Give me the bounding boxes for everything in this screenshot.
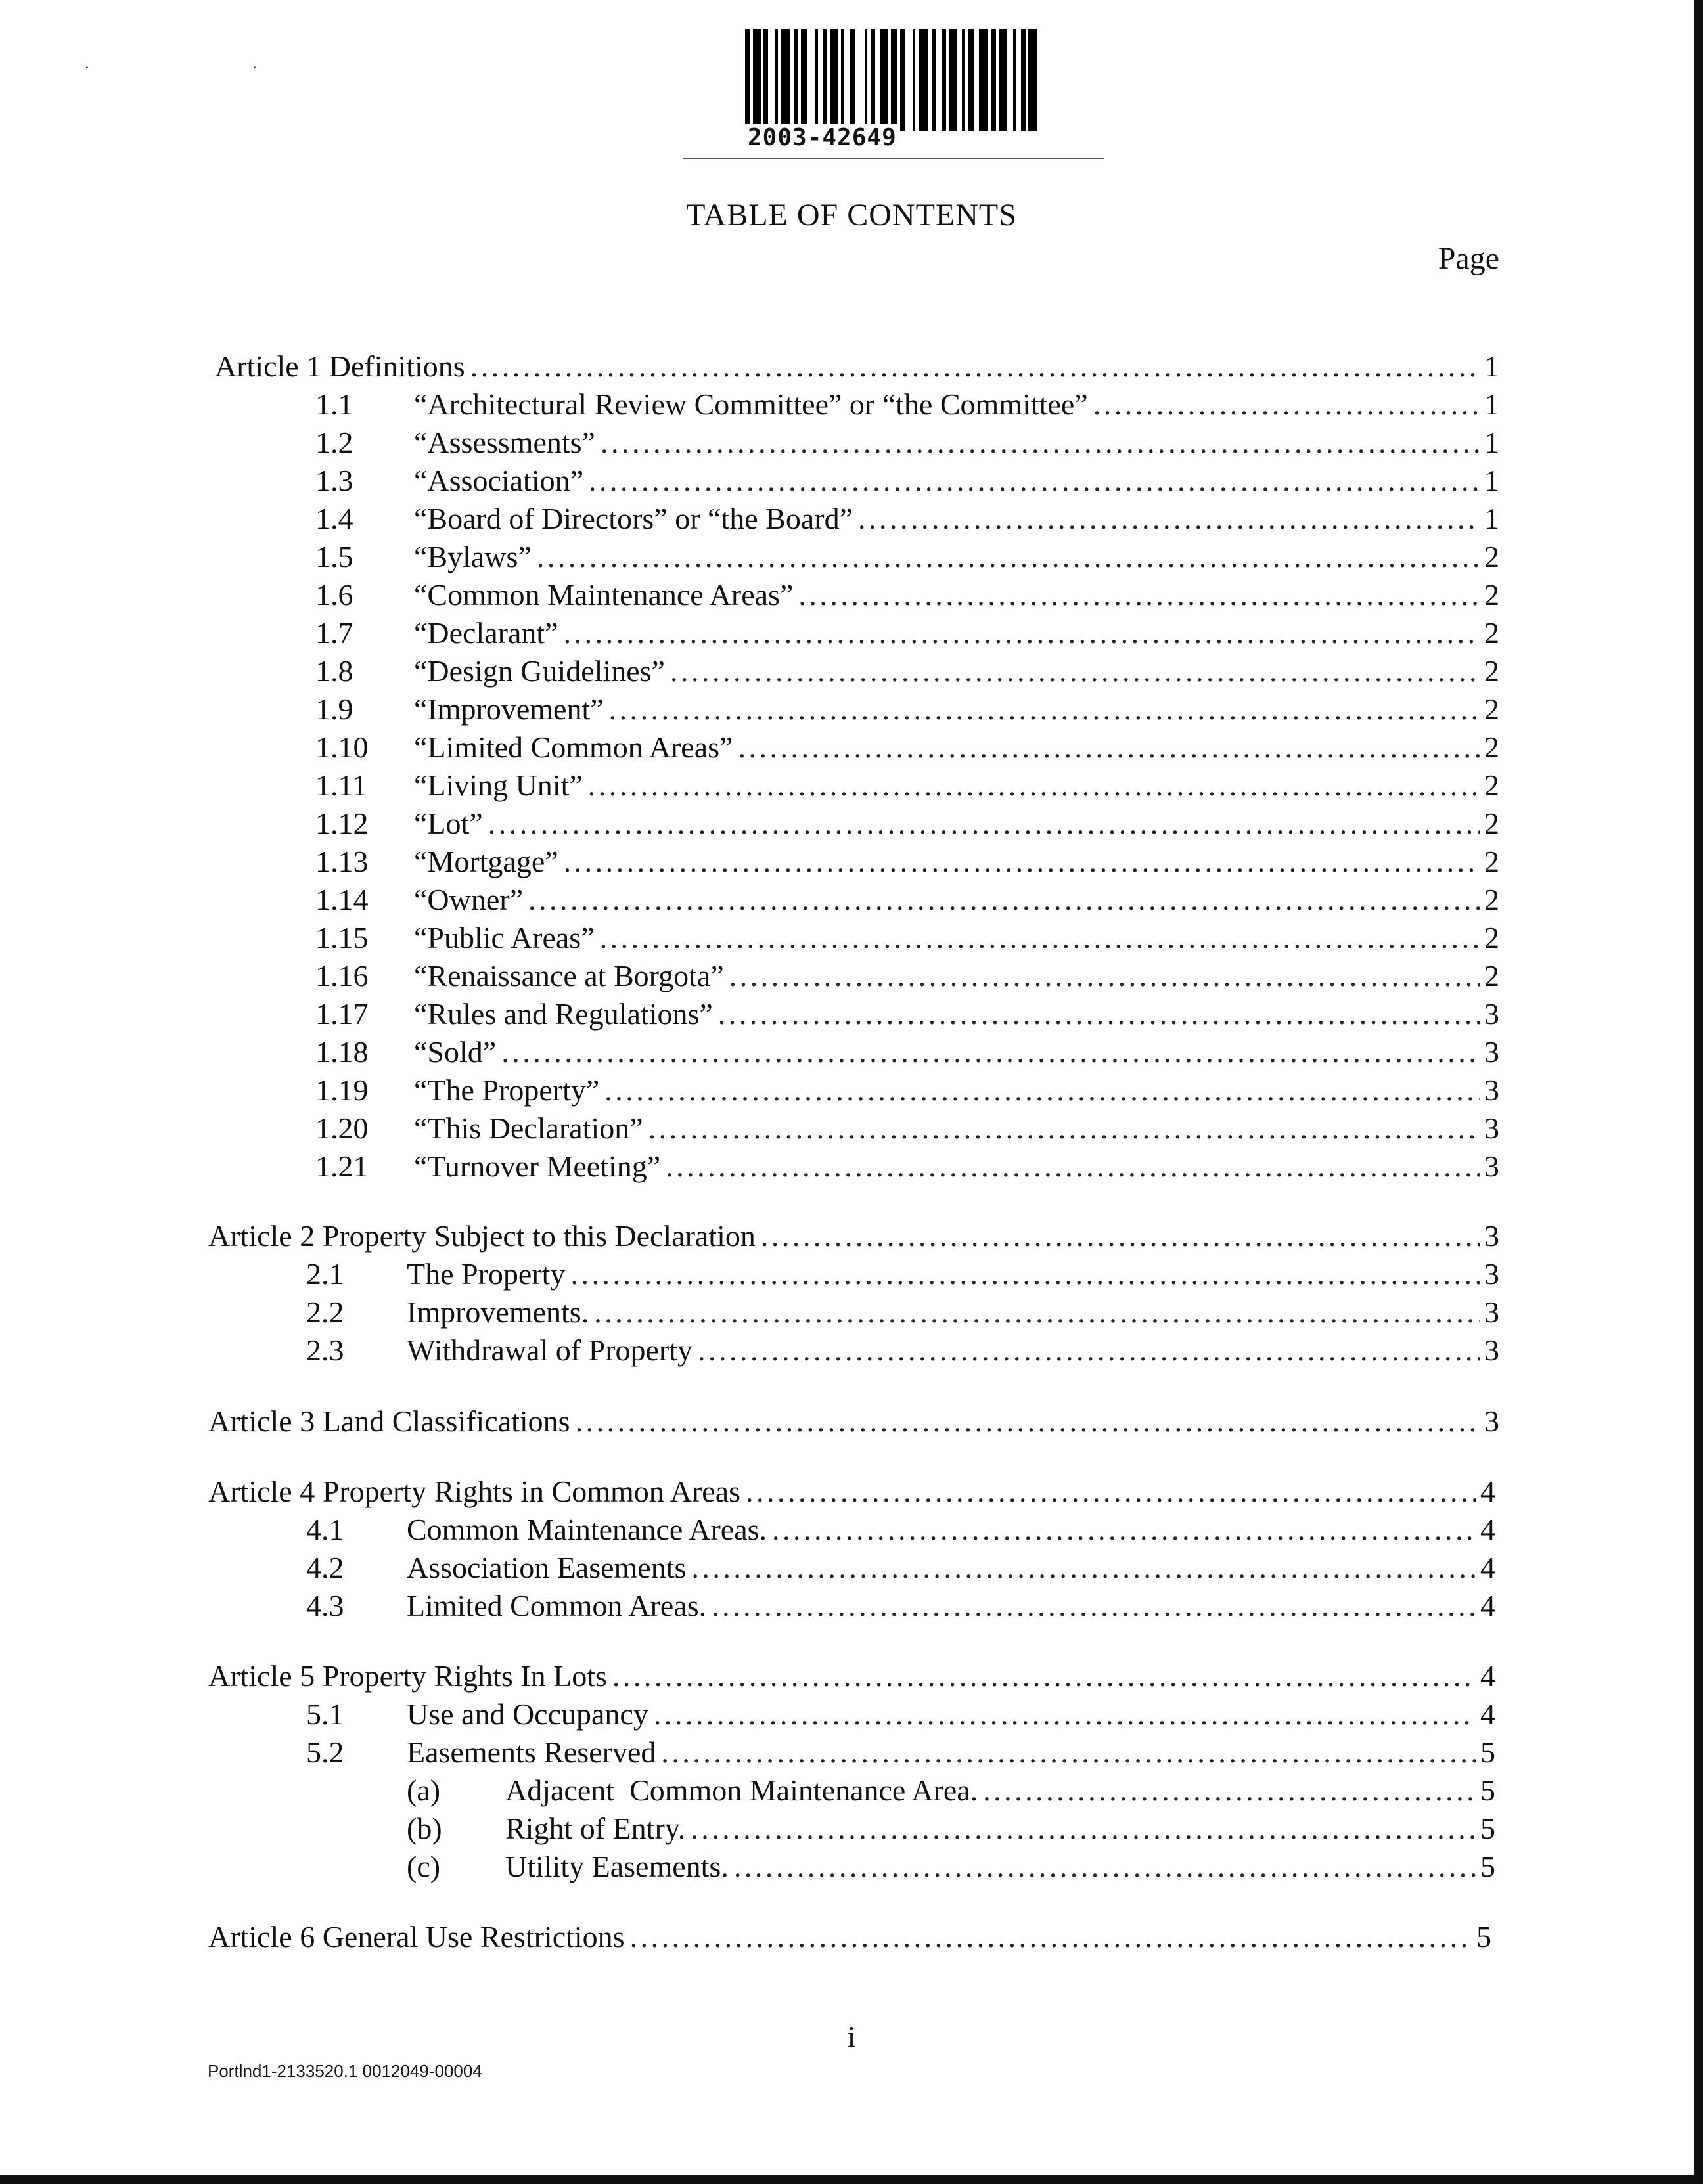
toc-page-number: 1 [1484, 349, 1499, 383]
scan-specks: ˙ ˙ [84, 63, 336, 82]
toc-page-number: 5 [1476, 1920, 1491, 1953]
toc-leader [654, 1695, 1476, 1733]
barcode-bar [753, 29, 761, 131]
toc-subsection-5-2-b[interactable] [407, 1810, 1495, 1848]
toc-section-title: “This Declaration” [414, 1111, 643, 1145]
toc-section-1-7[interactable] [315, 614, 1499, 652]
toc-section-4-1[interactable] [306, 1511, 1495, 1549]
toc-page-number: 3 [1484, 1295, 1499, 1329]
toc-page-number: 3 [1484, 1219, 1499, 1253]
toc-section-4-2[interactable] [306, 1549, 1495, 1587]
toc-section-number: 1.14 [315, 883, 369, 916]
toc-leader [576, 1402, 1480, 1440]
toc-page-number: 1 [1484, 426, 1499, 459]
toc-page-number: 1 [1484, 502, 1499, 535]
barcode-space [807, 29, 815, 131]
toc-article-label: Article 4 Property Rights in Common Areas [208, 1475, 741, 1508]
barcode-space [1007, 29, 1012, 131]
toc-page-number: 4 [1480, 1551, 1495, 1584]
barcode-underline [683, 158, 1104, 159]
toc-section-5-2[interactable] [306, 1733, 1495, 1772]
toc-leader [729, 957, 1480, 995]
toc-leader [670, 652, 1480, 690]
barcode-bar [830, 29, 838, 131]
toc-leader [588, 767, 1480, 805]
toc-article-4[interactable] [208, 1473, 1495, 1511]
toc-section-number: 1.6 [315, 578, 353, 612]
toc-section-1-12[interactable] [315, 805, 1499, 843]
toc-section-number: 1.9 [315, 692, 353, 726]
barcode-space [790, 29, 794, 131]
toc-page-number: 3 [1484, 1073, 1499, 1107]
toc-section-title: “Common Maintenance Areas” [414, 578, 794, 612]
toc-page-number: 3 [1484, 1333, 1499, 1367]
toc-article-label: Article 3 Land Classifications [208, 1404, 570, 1438]
toc-page-number: 3 [1484, 1257, 1499, 1291]
barcode-bar [850, 29, 855, 131]
toc-page-number: 4 [1480, 1475, 1495, 1508]
toc-page-number: 3 [1484, 1035, 1499, 1069]
toc-page-number: 5 [1480, 1812, 1495, 1845]
barcode-bar [949, 29, 957, 131]
toc-leader [612, 1657, 1476, 1695]
toc-section-title: Improvements. [407, 1295, 589, 1329]
toc-leader [601, 424, 1480, 462]
toc-section-title: “Architectural Review Committee” or “the Committee” [414, 388, 1088, 421]
toc-section-1-4[interactable] [315, 500, 1499, 538]
toc-subsection-letter: (c) [407, 1850, 441, 1883]
toc-section-number: 2.3 [306, 1333, 344, 1367]
toc-section-1-3[interactable] [315, 462, 1499, 500]
toc-section-title: “Limited Common Areas” [414, 730, 733, 764]
toc-section-number: 1.12 [315, 807, 369, 840]
toc-section-1-14[interactable] [315, 881, 1499, 919]
toc-article-5[interactable] [208, 1657, 1495, 1695]
toc-section-title: “Owner” [414, 883, 524, 916]
barcode-space [936, 29, 942, 131]
toc-page-number: 3 [1484, 997, 1499, 1031]
toc-section-2-1[interactable] [306, 1255, 1499, 1293]
toc-leader [858, 500, 1480, 538]
toc-page-number: 2 [1484, 654, 1499, 688]
toc-article-label: Article 6 General Use Restrictions [208, 1920, 625, 1953]
toc-section-title: “Turnover Meeting” [414, 1149, 661, 1183]
toc-section-number: 5.1 [306, 1697, 344, 1731]
toc-page-number: 2 [1484, 540, 1499, 573]
toc-section-1-2[interactable] [315, 424, 1499, 462]
barcode-bar [900, 29, 905, 131]
toc-section-title: “Lot” [414, 807, 483, 840]
barcode-space [974, 29, 979, 131]
toc-section-title: “Mortgage” [414, 845, 558, 878]
toc-section-1-13[interactable] [315, 843, 1499, 881]
toc-section-title: “Declarant” [414, 616, 558, 650]
toc-section-title: Use and Occupancy [407, 1697, 648, 1731]
toc-page-number: 1 [1484, 464, 1499, 497]
toc-section-title: Withdrawal of Property [407, 1333, 693, 1367]
toc-section-number: 1.1 [315, 388, 353, 421]
toc-section-number: 1.5 [315, 540, 353, 573]
toc-section-1-20[interactable] [315, 1109, 1499, 1148]
toc-section-number: 1.20 [315, 1111, 369, 1145]
barcode-space [957, 29, 962, 131]
toc-leader [537, 538, 1480, 576]
toc-section-1-10[interactable] [315, 728, 1499, 767]
barcode-bar [1021, 29, 1026, 131]
toc-section-4-3[interactable] [306, 1587, 1495, 1625]
toc-page-number: 3 [1484, 1149, 1499, 1183]
toc-section-number: 1.7 [315, 616, 353, 650]
toc-section-title: Easements Reserved [407, 1735, 656, 1769]
toc-section-1-6[interactable] [315, 576, 1499, 614]
toc-section-number: 4.3 [306, 1589, 344, 1622]
toc-section-number: 2.1 [306, 1257, 344, 1291]
toc-leader [691, 1810, 1476, 1848]
toc-section-title: “Improvement” [414, 692, 604, 726]
barcode-bar [745, 29, 750, 131]
barcode [745, 29, 1041, 151]
barcode-space [1037, 29, 1041, 131]
toc-leader [609, 690, 1480, 728]
barcode-bar [968, 29, 974, 131]
toc-page-number: 2 [1484, 959, 1499, 992]
toc-section-title: “Living Unit” [414, 769, 583, 802]
barcode-bar [891, 29, 897, 131]
toc-section-number: 1.15 [315, 921, 369, 954]
footer-document-id: Portlnd1-2133520.1 0012049-00004 [208, 2061, 482, 2081]
toc-article-label: Article 5 Property Rights In Lots [208, 1659, 607, 1693]
barcode-space [905, 29, 913, 131]
toc-section-number: 2.2 [306, 1295, 344, 1329]
toc-section-title: “Sold” [414, 1035, 497, 1069]
toc-leader [501, 1033, 1480, 1071]
toc-subsection-5-2-c[interactable] [407, 1848, 1495, 1886]
toc-section-5-1[interactable] [306, 1695, 1495, 1733]
toc-article-6[interactable] [208, 1918, 1491, 1956]
toc-page-number: 5 [1480, 1773, 1495, 1807]
barcode-bars [745, 29, 1041, 131]
toc-leader [648, 1109, 1480, 1148]
toc-section-title: “Design Guidelines” [414, 654, 665, 688]
barcode-bar [1028, 29, 1037, 131]
toc-section-title: “Board of Directors” or “the Board” [414, 502, 853, 535]
toc-leader [1093, 386, 1480, 424]
barcode-bar [979, 29, 988, 131]
toc-section-2-3[interactable] [306, 1331, 1499, 1370]
toc-article-label: Article 1 Definitions [215, 349, 465, 383]
barcode-bar [871, 29, 875, 131]
toc-section-number: 5.2 [306, 1735, 344, 1769]
toc-page-number: 3 [1484, 1404, 1499, 1438]
toc-section-number: 1.17 [315, 997, 369, 1031]
toc-page-number: 2 [1484, 769, 1499, 802]
toc-leader [570, 1255, 1480, 1293]
footer-page-number: i [847, 2020, 856, 2053]
toc-section-title: The Property [407, 1257, 566, 1291]
toc-subsection-title: Utility Easements. [505, 1850, 729, 1883]
toc-section-1-19[interactable] [315, 1071, 1499, 1109]
toc-leader [470, 347, 1480, 386]
toc-leader [589, 462, 1480, 500]
toc-leader [698, 1331, 1480, 1370]
toc-section-1-17[interactable] [315, 995, 1499, 1033]
toc-article-label: Article 2 Property Subject to this Declaration [208, 1219, 756, 1253]
toc-leader [604, 1071, 1480, 1109]
toc-section-title: “Public Areas” [414, 921, 595, 954]
barcode-bar [823, 29, 827, 131]
toc-section-number: 1.11 [315, 769, 367, 802]
barcode-space [928, 29, 932, 131]
barcode-space [1016, 29, 1021, 131]
toc-leader [738, 728, 1480, 767]
toc-section-number: 1.16 [315, 959, 369, 992]
toc-section-title: Association Easements [407, 1551, 687, 1584]
toc-page-number: 4 [1480, 1697, 1495, 1731]
toc-leader [983, 1772, 1476, 1810]
toc-section-number: 1.18 [315, 1035, 369, 1069]
toc-section-title: “The Property” [414, 1073, 600, 1107]
toc-subsection-letter: (a) [407, 1773, 441, 1807]
toc-leader [772, 1511, 1476, 1549]
barcode-bar [919, 29, 928, 131]
toc-leader [600, 919, 1480, 957]
toc-page-number: 2 [1484, 616, 1499, 650]
toc-subsection-title: Adjacent Common Maintenance Area. [505, 1773, 978, 1807]
toc-leader [564, 843, 1480, 881]
toc-article-1[interactable] [215, 347, 1499, 386]
toc-leader [798, 576, 1480, 614]
barcode-space [844, 29, 850, 131]
toc-leader [746, 1473, 1476, 1511]
toc-subsection-title: Right of Entry. [505, 1812, 686, 1845]
document-title: TABLE OF CONTENTS [686, 198, 1017, 233]
toc-article-2[interactable] [208, 1217, 1499, 1255]
barcode-number: 2003-42649 [745, 124, 899, 151]
toc-leader [761, 1217, 1480, 1255]
toc-leader [661, 1733, 1476, 1772]
toc-section-title: “Renaissance at Borgota” [414, 959, 724, 992]
toc-leader [718, 995, 1480, 1033]
toc-section-number: 4.2 [306, 1551, 344, 1584]
toc-page-number: 1 [1484, 388, 1499, 421]
toc-leader [594, 1293, 1480, 1331]
barcode-bar [801, 29, 807, 131]
barcode-bar [942, 29, 946, 131]
toc-subsection-letter: (b) [407, 1812, 442, 1845]
toc-section-number: 4.1 [306, 1513, 344, 1546]
toc-section-1-21[interactable] [315, 1148, 1499, 1186]
toc-page-number: 2 [1484, 730, 1499, 764]
toc-section-1-16[interactable] [315, 957, 1499, 995]
toc-leader [564, 614, 1480, 652]
toc-section-1-9[interactable] [315, 690, 1499, 728]
toc-page-number: 2 [1484, 807, 1499, 840]
toc-section-1-1[interactable] [315, 386, 1499, 424]
toc-page-number: 4 [1480, 1513, 1495, 1546]
toc-leader [528, 881, 1480, 919]
toc-section-title: “Rules and Regulations” [414, 997, 713, 1031]
toc-section-title: “Bylaws” [414, 540, 532, 573]
toc-leader [666, 1148, 1480, 1186]
barcode-bar [991, 29, 996, 131]
toc-section-number: 1.21 [315, 1149, 369, 1183]
toc-section-1-18[interactable] [315, 1033, 1499, 1071]
toc-leader [712, 1587, 1476, 1625]
barcode-bar [999, 29, 1007, 131]
toc-article-3[interactable] [208, 1402, 1499, 1440]
toc-section-title: “Association” [414, 464, 584, 497]
barcode-space [855, 29, 864, 131]
toc-leader [488, 805, 1480, 843]
toc-section-number: 1.4 [315, 502, 353, 535]
toc-section-number: 1.3 [315, 464, 353, 497]
toc-page-number: 4 [1480, 1589, 1495, 1622]
toc-page-number: 2 [1484, 578, 1499, 612]
toc-page-number: 2 [1484, 692, 1499, 726]
toc-section-number: 1.2 [315, 426, 353, 459]
toc-section-1-15[interactable] [315, 919, 1499, 957]
toc-section-number: 1.13 [315, 845, 369, 878]
toc-section-1-5[interactable] [315, 538, 1499, 576]
toc-page-number: 2 [1484, 845, 1499, 878]
toc-page-number: 2 [1484, 921, 1499, 954]
toc-section-2-2[interactable] [306, 1293, 1499, 1331]
toc-page-number: 3 [1484, 1111, 1499, 1145]
page-column-label: Page [1438, 241, 1499, 276]
toc-leader [691, 1549, 1476, 1587]
toc-leader [734, 1848, 1476, 1886]
barcode-space [818, 29, 823, 131]
toc-section-number: 1.10 [315, 730, 369, 764]
toc-section-title: Common Maintenance Areas. [407, 1513, 767, 1546]
toc-page-number: 5 [1480, 1850, 1495, 1883]
toc-leader [630, 1918, 1472, 1956]
barcode-space [768, 29, 774, 131]
barcode-bar [763, 29, 768, 131]
toc-section-1-11[interactable] [315, 767, 1499, 805]
toc-section-1-8[interactable] [315, 652, 1499, 690]
toc-section-number: 1.19 [315, 1073, 369, 1107]
barcode-bar [781, 29, 790, 131]
toc-section-title: “Assessments” [414, 426, 595, 459]
toc-page-number: 4 [1480, 1659, 1495, 1693]
toc-page-number: 5 [1480, 1735, 1495, 1769]
barcode-bar [880, 29, 888, 131]
toc-section-number: 1.8 [315, 654, 353, 688]
toc-section-title: Limited Common Areas. [407, 1589, 707, 1622]
barcode-space [875, 29, 880, 131]
toc-subsection-5-2-a[interactable] [407, 1772, 1495, 1810]
toc-page-number: 2 [1484, 883, 1499, 916]
